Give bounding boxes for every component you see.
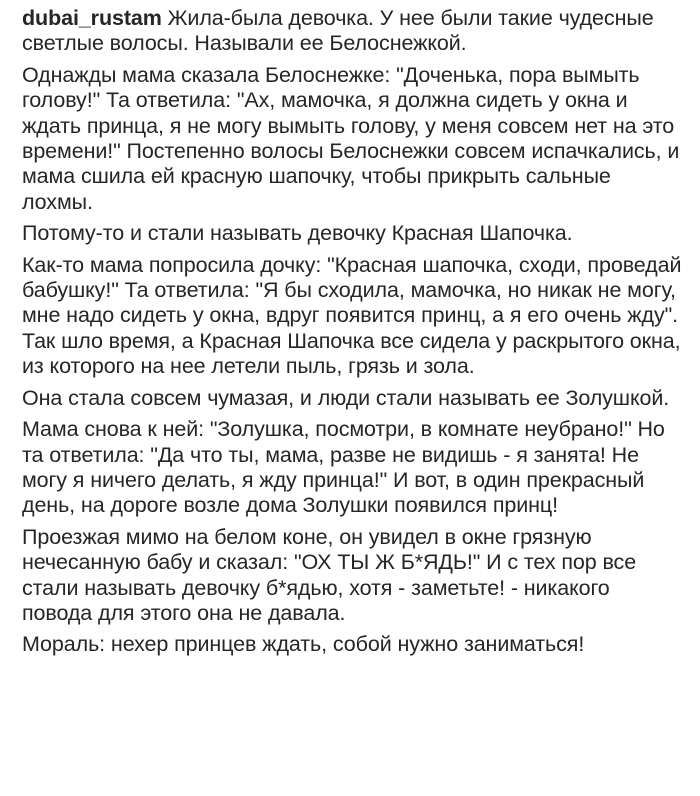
- caption-paragraph-3: Потому-то и стали называть девочку Красная Шапочка.: [22, 221, 573, 246]
- post-caption: [22, 6, 682, 664]
- caption-paragraph-8: Мораль: нехер принцев ждать, собой нужно заниматься!: [22, 632, 585, 657]
- caption-paragraph-5: Она стала совсем чумазая, и люди стали называть ее Золушкой.: [22, 385, 670, 410]
- caption-paragraph-4: Как-то мама попросила дочку: "Красная шапочка, сходи, проведай бабушку!" Та ответила: "Я бы сходила, мамочка, но никак не могу, мне надо сидеть у окна, вдруг появится принц, а я его очень жду". Так шло время, а Красная Шапочка все сидела у раскрытого окна, из которого на нее летели пыль, грязь и зола.: [22, 252, 682, 379]
- caption-paragraph-6: Мама снова к ней: "Золушка, посмотри, в комнате неубрано!" Но та ответила: "Да что ты, мама, разве не видишь - я занята! Не могу я ничего делать, я жду принца!" И вот, в один прекрасный день, на дороге возле дома Золушки появился принц!: [22, 417, 665, 518]
- username-link[interactable]: dubai_rustam: [22, 6, 162, 30]
- caption-text: Жила-была девочка. У нее были такие чудесные светлые волосы. Называли ее Белоснежкой.: [22, 6, 654, 56]
- caption-paragraph-1: [22, 6, 682, 57]
- caption-paragraph-2: Однажды мама сказала Белоснежке: "Доченька, пора вымыть голову!" Та ответила: "Ах, мамочка, я должна сидеть у окна и ждать принца, я не могу вымыть голову, у меня совсем нет на это времени!" Постепенно волосы Белоснежки совсем испачкались, и мама сшила ей красную шапочку, чтобы прикрыть сальные лохмы.: [22, 62, 680, 214]
- caption-paragraph-7: Проезжая мимо на белом коне, он увидел в окне грязную нечесанную бабу и сказал: "ОХ ТЫ Ж Б*ЯДЬ!" И с тех пор все стали называть девочку б*ядью, хотя - заметьте! - никакого повода для этого она не давала.: [22, 524, 637, 625]
